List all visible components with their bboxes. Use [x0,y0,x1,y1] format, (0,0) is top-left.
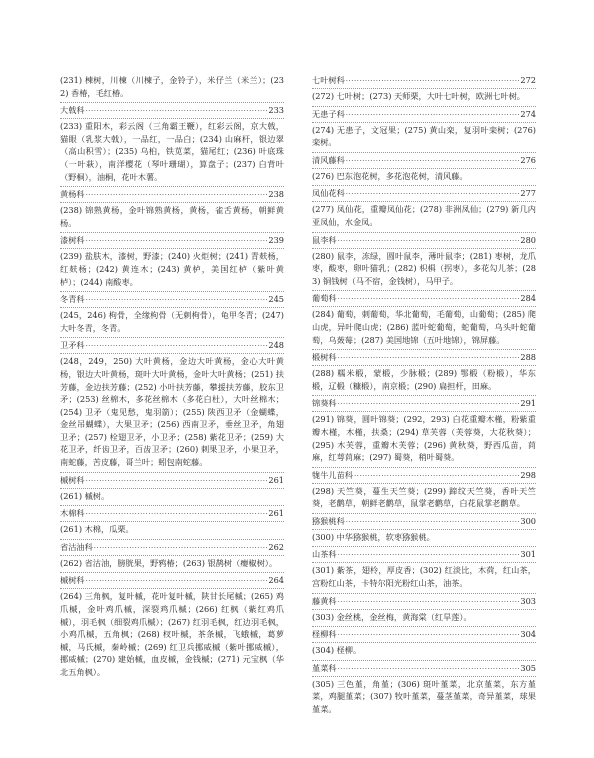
divider [60,232,284,233]
species-entry: (274) 无患子，文冠果；(275) 黄山栾，复羽叶栾树；(276) 栾树。 [312,124,536,148]
species-entry: (276) 巴东泡花树，多花泡花树，清风藤。 [312,170,468,181]
family-heading [312,595,536,607]
species-entry: (248，249，250) 大叶黄杨，金边大叶黄杨，金心大叶黄杨，银边大叶黄杨，斑叶大叶黄杨，金叶大叶黄杨；(251) 扶芳藤，金边扶芳藤；(252) 小叶扶芳藤，攀援扶芳藤，胶东卫矛；(253) 丝棉木，多花丝棉木（多花白杜），大叶丝棉木；(254) 卫矛（鬼见愁，鬼羽箭）；(255) 陕西卫矛（金蝴蝶，金丝吊蝴蝶），大果卫矛；(256) 西南卫矛，垂丝卫矛，角翅卫矛；(257) 栓翅卫矛，小卫矛；(258) 紫花卫矛；(259) 大花卫矛，纤齿卫矛，百齿卫矛；(260) 刺果卫矛，小果卫矛，南蛇藤，苦皮藤，哥兰叶；蚓包南蛇藤。 [60,356,284,468]
family-name: 冬青科 [60,294,85,305]
page-number: 264 [268,575,284,586]
divider [312,168,536,169]
family-heading [312,628,536,640]
family-heading [312,397,536,409]
divider [60,488,284,489]
page-number: 274 [520,108,536,119]
family-name: 葡萄科 [312,293,337,304]
family-heading [60,474,284,486]
species-entry: (261) 槭树。 [60,490,110,501]
page-number: 305 [520,662,536,673]
family-heading [312,351,536,363]
family-heading [312,154,536,166]
species-entry: (301) 紫茶，翅柃，厚皮香；(302) 红淡比，木荷，红山茶，宫粉红山茶，卡特尔阳光粉红山茶，油茶。 [312,565,536,589]
page-number: 304 [520,629,536,640]
divider [312,395,536,396]
species-entry: (304) 柽柳。 [312,645,362,656]
dot-leader [346,155,520,166]
dot-leader [86,508,268,519]
divider [60,588,284,589]
divider [312,365,536,366]
divider [312,483,536,484]
dot-leader [338,293,520,304]
divider [312,642,536,643]
species-entry: (231) 棟树，川楝（川楝子，金铃子），米仔兰（米兰）；(232) 香椿，毛红椿。 [60,75,284,98]
divider [312,122,536,123]
divider [312,609,536,610]
divider [60,186,284,187]
page-number: 291 [520,398,536,409]
divider [60,572,284,573]
left-column [60,74,284,744]
dot-leader [86,340,268,351]
species-entry: (238) 锦熟黄杨，金叶锦熟黄杨，黄杨，雀舌黄杨，朝鲜黄杨。 [60,205,284,228]
species-entry: (272) 七叶树；(273) 天师栗，大叶七叶树，欧洲七叶树。 [312,91,525,101]
divider [60,555,284,556]
divider [60,118,284,119]
family-heading [312,74,536,86]
dot-leader [338,352,520,363]
family-heading [60,507,284,519]
divider [312,562,536,563]
divider [60,248,284,249]
family-name: 堇菜科 [312,662,337,673]
dot-leader [86,105,268,116]
family-heading [60,541,284,553]
species-entry: (305) 三色堇，角堇；(306) 斑叶堇菜，北京堇菜，东方堇菜，鸡腿堇菜；(307) 牧叶堇菜，蔓茎堇菜，奇异堇菜，球果堇菜。 [312,678,536,715]
species-entry: (291) 锦葵，圆叶锦葵；(292，293) 白花重瓣木槿，粉紫重瓣木槿，木槿，扶桑；(294) 草芙蓉（芙蓉葵，大花秋葵）；(295) 木芙蓉，重瓣木芙蓉；(296) 黄秋葵，野西瓜苗，苘麻，红萼苘麻；(297) 蜀葵，稍叶蜀葵。 [312,414,536,463]
family-heading [60,188,284,200]
page-number: 280 [520,234,536,245]
divider [60,539,284,540]
family-name: 大戟科 [60,105,85,116]
divider [60,202,284,203]
species-entry: (233) 重阳木，彩云阁（三角霸王鞭），红彩云阁，京大戟，猫眼（乳浆大戟），一品红，一品白；(234) 山麻杆，银边翠（高山积雪）；(235) 乌桕，铁苋菜，猫尾红；(236) 叶底珠（一叶萩），南洋樱花（琴叶珊瑚），算盘子；(237) 白背叶（野桐），油桐，花叶木薯。 [60,121,284,182]
dot-leader [338,235,520,246]
family-name: 卫矛科 [60,340,85,351]
dot-leader [346,109,520,120]
dot-leader [94,542,268,553]
divider [60,307,284,308]
page-number: 284 [520,293,536,304]
divider [312,626,536,627]
dot-leader [86,475,268,486]
page-number: 300 [520,515,536,526]
species-entry: (288) 糯米椴，蒙椴，少脉椴；(289) 鄂椴（粉椴），华东椴，辽椴（糠椴），南京椴；(290) 扁担杆，田麻。 [312,368,536,391]
family-heading [312,469,536,481]
divider [312,185,536,186]
page-number: 245 [268,294,284,305]
species-entry: (298) 天竺葵，蔓生天竺葵；(299) 蹄纹天竺葵，香叶天竺葵，老鹳草，朝鲜老鹳草，鼠掌老鹳草，白花鼠掌老鹳草。 [312,485,536,509]
divider [312,232,536,233]
dot-leader [86,189,268,200]
right-column [312,74,536,744]
divider [312,248,536,249]
family-name: 牻牛儿苗科 [312,469,353,480]
family-heading [312,187,536,199]
species-entry: (261) 木棉，瓜栗。 [60,524,134,535]
dot-leader [338,549,520,560]
divider [60,521,284,522]
family-heading [312,292,536,304]
page-number: 261 [268,474,284,485]
divider [60,505,284,506]
page-number: 233 [268,105,284,116]
divider [312,306,536,307]
dot-leader [338,663,520,674]
family-name: 猕猴桃科 [312,515,345,526]
divider [60,353,284,354]
family-name: 漆树科 [60,235,85,246]
dot-leader [338,596,520,607]
family-heading [312,234,536,246]
family-heading [60,234,284,246]
page-number: 301 [520,549,536,560]
divider [312,513,536,514]
species-entry: (280) 鼠李，冻绿，圆叶鼠李，薄叶鼠李；(281) 枣树，龙爪枣，酸枣，卵叶猫乳；(282) 枳椇（拐枣），多花勾儿茶；(283) 铜钱树（马不宿，金钱树），马甲子。 [312,250,536,286]
species-entry: (277) 凤仙花，重瓣凤仙花；(278) 非洲凤仙；(279) 新几内亚凤仙，水金凤。 [312,204,536,227]
dot-leader [346,75,520,86]
family-name: 藤黄科 [312,595,337,606]
species-entry: (245，246) 枸骨，全缘枸骨（无刺枸骨），龟甲冬青；(247) 大叶冬青，冬青。 [60,310,284,333]
page-number: 262 [268,541,284,552]
family-heading [312,515,536,527]
family-heading [312,108,536,120]
page-number: 261 [268,508,284,519]
dot-leader [86,294,268,305]
page-number: 288 [520,352,536,363]
species-entry: (262) 省沽油，膀胱果，野鸦椿；(263) 银鹊树（瘿椒树）。 [60,557,278,568]
species-entry: (284) 葡萄，刺葡萄，华北葡萄，毛葡萄，山葡萄；(285) 爬山虎，异叶爬山虎；(286) 蓝叶蛇葡萄，蛇葡萄，乌头叶蛇葡萄，乌蔹莓；(287) 美国地锦（五叶地锦），锦屏藤。 [312,309,536,345]
species-entry: (300) 中华猕猴桃，软枣猕猴桃。 [312,531,435,542]
page-number: 277 [520,188,536,199]
family-name: 清风藤科 [312,154,345,165]
divider [312,152,536,153]
divider [60,472,284,473]
page-number: 276 [520,154,536,165]
divider [312,349,536,350]
divider [312,290,536,291]
divider [60,102,284,103]
family-name: 山茶科 [312,549,337,560]
divider [312,546,536,547]
divider [60,337,284,338]
page-number: 303 [520,595,536,606]
dot-leader [338,398,520,409]
page-number: 239 [268,235,284,246]
family-heading [60,574,284,586]
divider [60,291,284,292]
family-name: 七叶树科 [312,75,345,85]
family-heading [312,662,536,674]
dot-leader [346,188,520,199]
family-name: 无患子科 [312,108,345,119]
family-name: 柽柳科 [312,629,337,640]
family-heading [60,339,284,351]
family-name: 鼠李科 [312,234,337,245]
family-name: 木棉科 [60,508,85,519]
family-heading [60,293,284,305]
dot-leader [86,235,268,246]
divider [312,676,536,677]
divider [312,106,536,107]
family-name: 省沽油科 [60,541,93,552]
page-number: 248 [268,340,284,351]
page-number: 298 [520,469,536,480]
page-number: 238 [268,189,284,200]
family-name: 椴树科 [312,352,337,363]
dot-leader [354,470,519,481]
family-name: 槭树科 [60,575,85,586]
species-entry: (303) 金丝桃，金丝梅，黄海棠（红旱莲）。 [312,611,472,622]
family-name: 锦葵科 [312,398,337,409]
dot-leader [346,516,520,527]
species-entry: (239) 盐肤木，漆树，野漆；(240) 火炬树；(241) 青麸杨，红麸杨；(242) 黄连木；(243) 黄栌，美国红栌（紫叶黄栌）；(244) 南酸枣。 [60,251,284,287]
species-entry: (264) 三角枫，复叶槭，花叶复叶槭，陕甘长尾槭；(265) 鸡爪槭，金叶鸡爪槭，深裂鸡爪槭；(266) 红枫（紫红鸡爪槭），羽毛枫（细裂鸡爪槭）；(267) 红羽毛枫，红边羽毛枫，小鸡爪槭，五角枫；(268) 杈叶槭，茶条槭，飞蛾槭，葛萝槭，马氏槭，秦岭槭；(269) 红卫兵挪威槭（紫叶挪威槭），挪威槭；(270) 建始槭，血皮槭，金钱槭；(271) 元宝枫（华北五角枫）。 [60,591,284,677]
family-name: 槭树科 [60,474,85,485]
family-name: 凤仙花科 [312,188,345,199]
dot-leader [86,575,268,586]
divider [312,88,536,89]
family-name: 黄杨科 [60,189,85,200]
family-heading [60,104,284,116]
divider [312,593,536,594]
family-heading [312,548,536,560]
divider [312,201,536,202]
index-page [60,74,536,744]
divider [312,529,536,530]
page-number: 272 [520,75,536,85]
dot-leader [338,629,520,640]
divider [312,660,536,661]
divider [312,411,536,412]
divider [312,467,536,468]
